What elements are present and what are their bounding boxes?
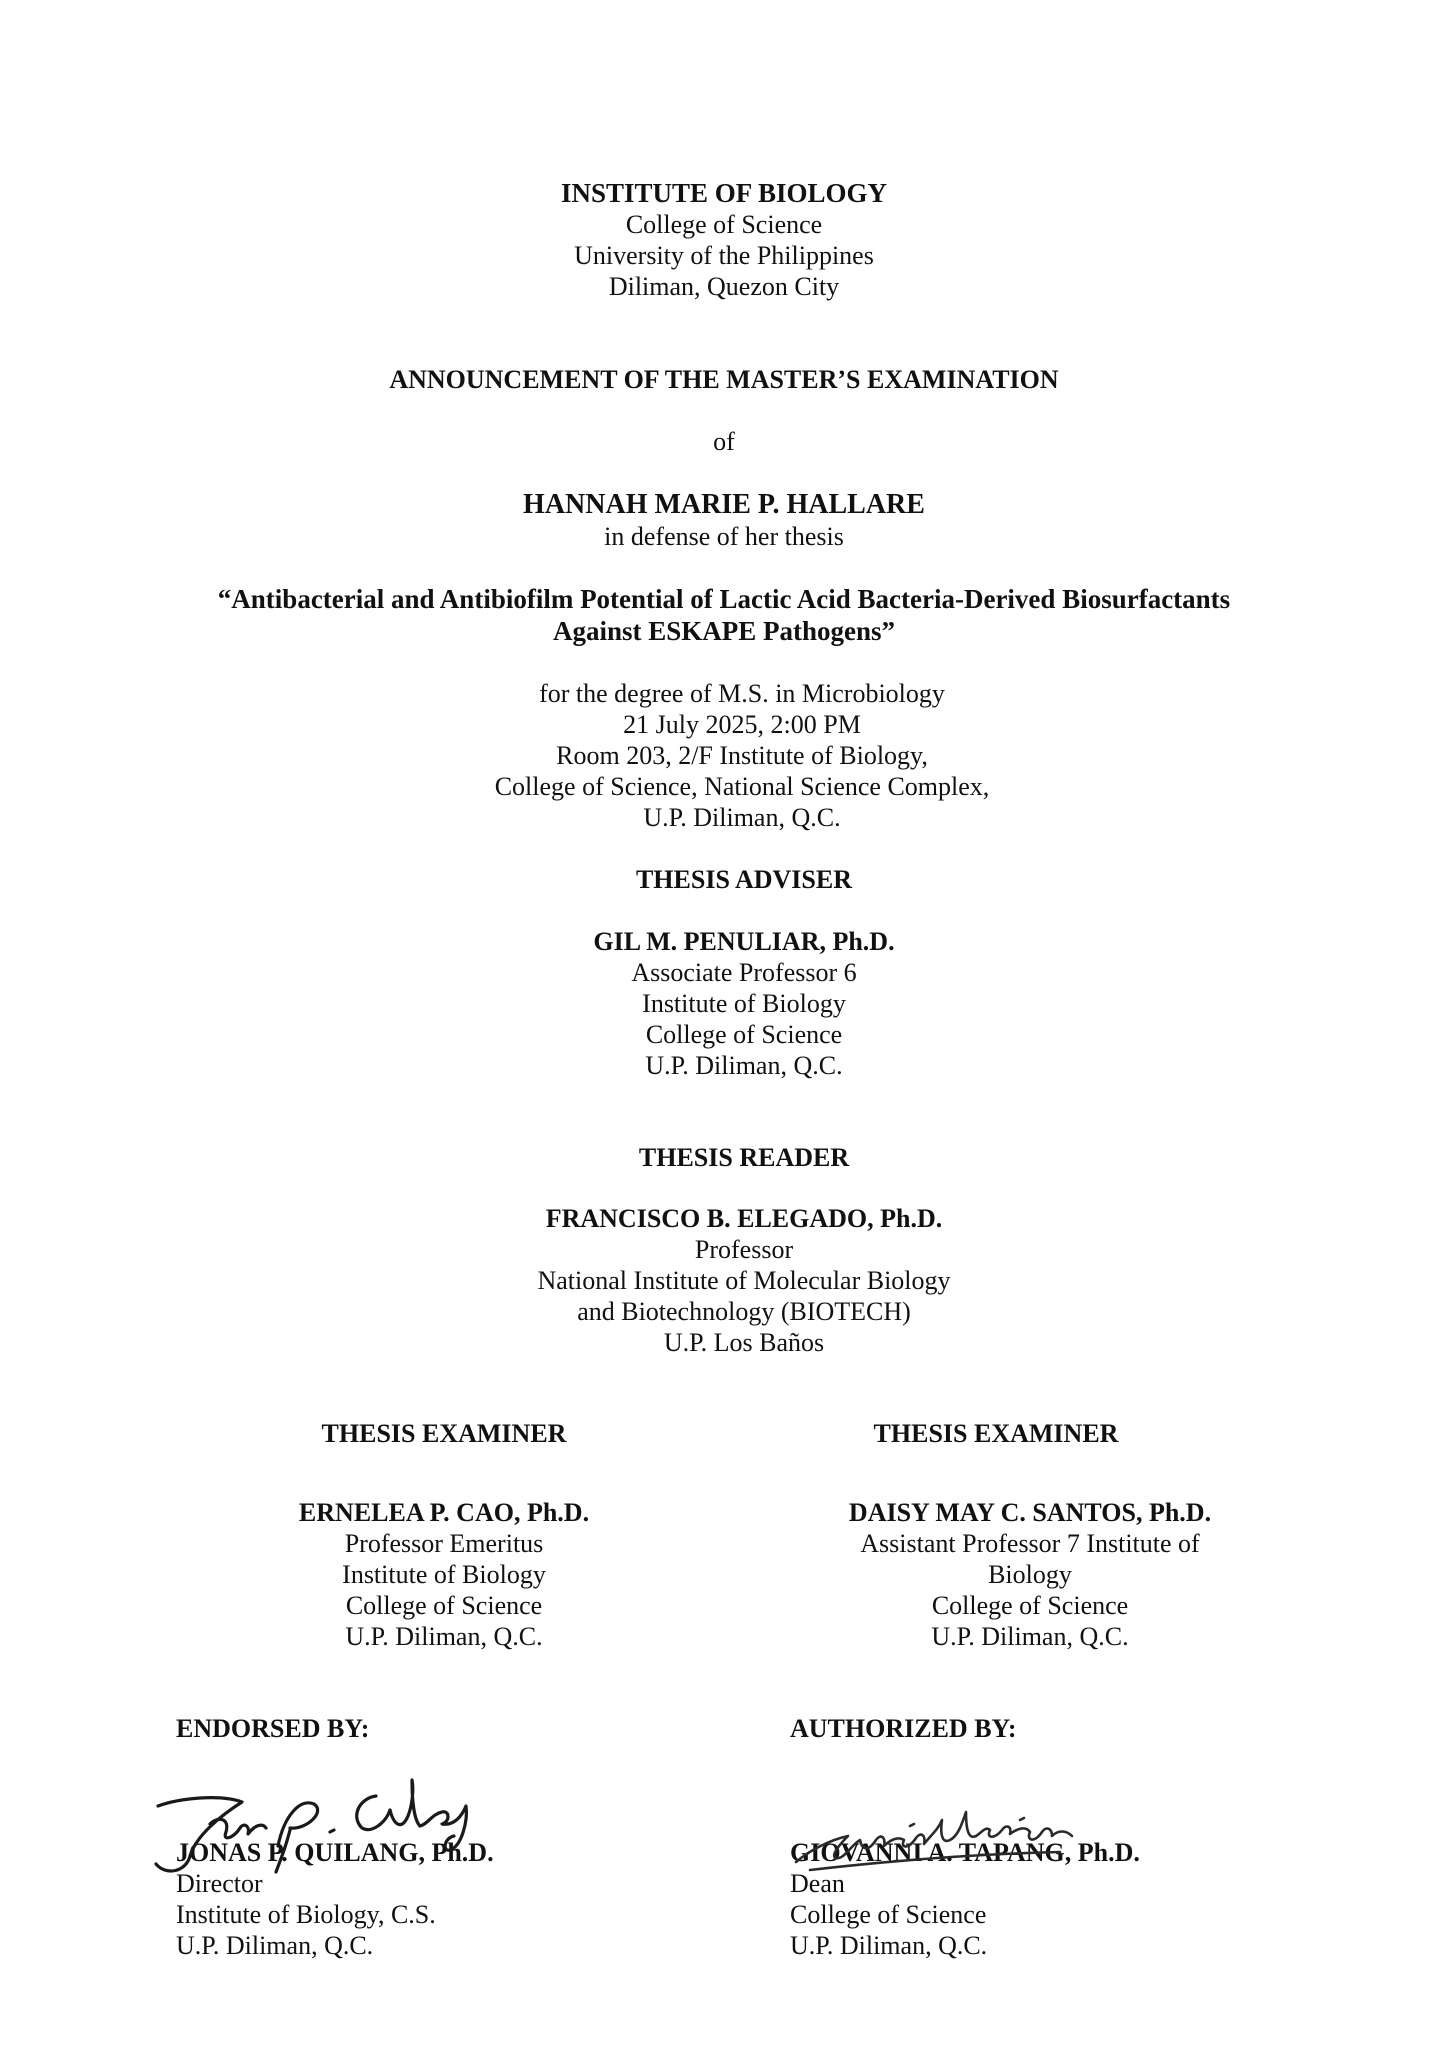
authorizer-title: Dean: [790, 1869, 845, 1898]
examiner-right-line3: College of Science: [931, 1591, 1129, 1620]
reader-name: FRANCISCO B. ELEGADO, Ph.D.: [545, 1204, 943, 1233]
authorizer-campus: U.P. Diliman, Q.C.: [790, 1931, 988, 1960]
reader-institute-line2: and Biotechnology (BIOTECH): [577, 1297, 911, 1326]
endorser-unit: Institute of Biology, C.S.: [176, 1900, 436, 1929]
adviser-block: [0, 864, 1448, 895]
adviser-name: GIL M. PENULIAR, Ph.D.: [593, 927, 895, 956]
announcement-title: [0, 364, 1448, 395]
examiner-left-name: ERNELEA P. CAO, Ph.D.: [298, 1498, 590, 1527]
authorizer-name: GIOVANNI A. TAPANG, Ph.D.: [790, 1838, 1140, 1867]
exam-details: [0, 678, 1448, 833]
adviser-institute: Institute of Biology: [642, 989, 846, 1018]
examiner-left-line3: College of Science: [345, 1591, 543, 1620]
adviser-position: Associate Professor 6: [631, 958, 857, 987]
college-name: College of Science: [625, 210, 823, 239]
examiner-right-heading-block: [796, 1418, 1196, 1449]
adviser-details: [0, 926, 1448, 1081]
reader-campus: U.P. Los Baños: [663, 1328, 825, 1357]
reader-heading: THESIS READER: [638, 1143, 850, 1172]
examiner-left-heading-block: [244, 1418, 644, 1449]
degree-text: for the degree of M.S. in Microbiology: [539, 679, 945, 708]
adviser-campus: U.P. Diliman, Q.C.: [645, 1051, 843, 1080]
campus-location: Diliman, Quezon City: [608, 272, 840, 301]
thesis-title-line2: Against ESKAPE Pathogens”: [552, 616, 896, 646]
endorsed-heading: ENDORSED BY:: [176, 1714, 370, 1743]
candidate-name: HANNAH MARIE P. HALLARE: [523, 489, 925, 520]
examiner-right-details: [830, 1497, 1230, 1652]
announcement-heading: ANNOUNCEMENT OF THE MASTER’S EXAMINATION: [389, 365, 1059, 394]
exam-datetime: 21 July 2025, 2:00 PM: [623, 710, 861, 739]
authorized-heading-block: [790, 1713, 1017, 1744]
authorized-heading: AUTHORIZED BY:: [790, 1714, 1017, 1743]
examiner-left-line1: Professor Emeritus: [344, 1529, 544, 1558]
candidate-block: [0, 488, 1448, 552]
endorsed-heading-block: [176, 1713, 369, 1744]
endorser-signature-icon: [150, 1776, 490, 1886]
authorizer-signature-icon: [790, 1800, 1090, 1880]
thesis-title-block: [0, 583, 1448, 647]
of-text: of: [713, 427, 735, 456]
examiner-right-heading: THESIS EXAMINER: [873, 1419, 1119, 1448]
examiner-left-line4: U.P. Diliman, Q.C.: [345, 1622, 543, 1651]
reader-details: [0, 1203, 1448, 1358]
examiner-right-line1: Assistant Professor 7 Institute of: [860, 1529, 1200, 1558]
candidate-subtitle: in defense of her thesis: [604, 522, 844, 551]
examiner-right-line2: Biology: [988, 1560, 1072, 1589]
reader-position: Professor: [694, 1235, 794, 1264]
announcement-of: [0, 426, 1448, 457]
university-name: University of the Philippines: [574, 241, 874, 270]
examiner-right-name: DAISY MAY C. SANTOS, Ph.D.: [848, 1498, 1212, 1527]
examiner-right-line4: U.P. Diliman, Q.C.: [931, 1622, 1129, 1651]
authorizer-unit: College of Science: [790, 1900, 987, 1929]
exam-campus: U.P. Diliman, Q.C.: [643, 803, 841, 832]
institute-name: INSTITUTE OF BIOLOGY: [560, 178, 888, 208]
examiner-left-line2: Institute of Biology: [342, 1560, 546, 1589]
exam-complex: College of Science, National Science Complex,: [494, 772, 990, 801]
endorser-campus: U.P. Diliman, Q.C.: [176, 1931, 374, 1960]
reader-block: [0, 1142, 1448, 1173]
adviser-heading: THESIS ADVISER: [635, 865, 853, 894]
examiner-left-details: [244, 1497, 644, 1652]
endorser-title: Director: [176, 1869, 263, 1898]
endorser-name: JONAS P. QUILANG, Ph.D.: [176, 1838, 494, 1867]
institution-header: [0, 178, 1448, 302]
examiner-left-heading: THESIS EXAMINER: [321, 1419, 567, 1448]
reader-institute-line1: National Institute of Molecular Biology: [537, 1266, 951, 1295]
thesis-title-line1: “Antibacterial and Antibiofilm Potential of Lactic Acid Bacteria-Derived Biosurfactants: [217, 584, 1231, 614]
adviser-college: College of Science: [645, 1020, 843, 1049]
exam-room: Room 203, 2/F Institute of Biology,: [556, 741, 928, 770]
